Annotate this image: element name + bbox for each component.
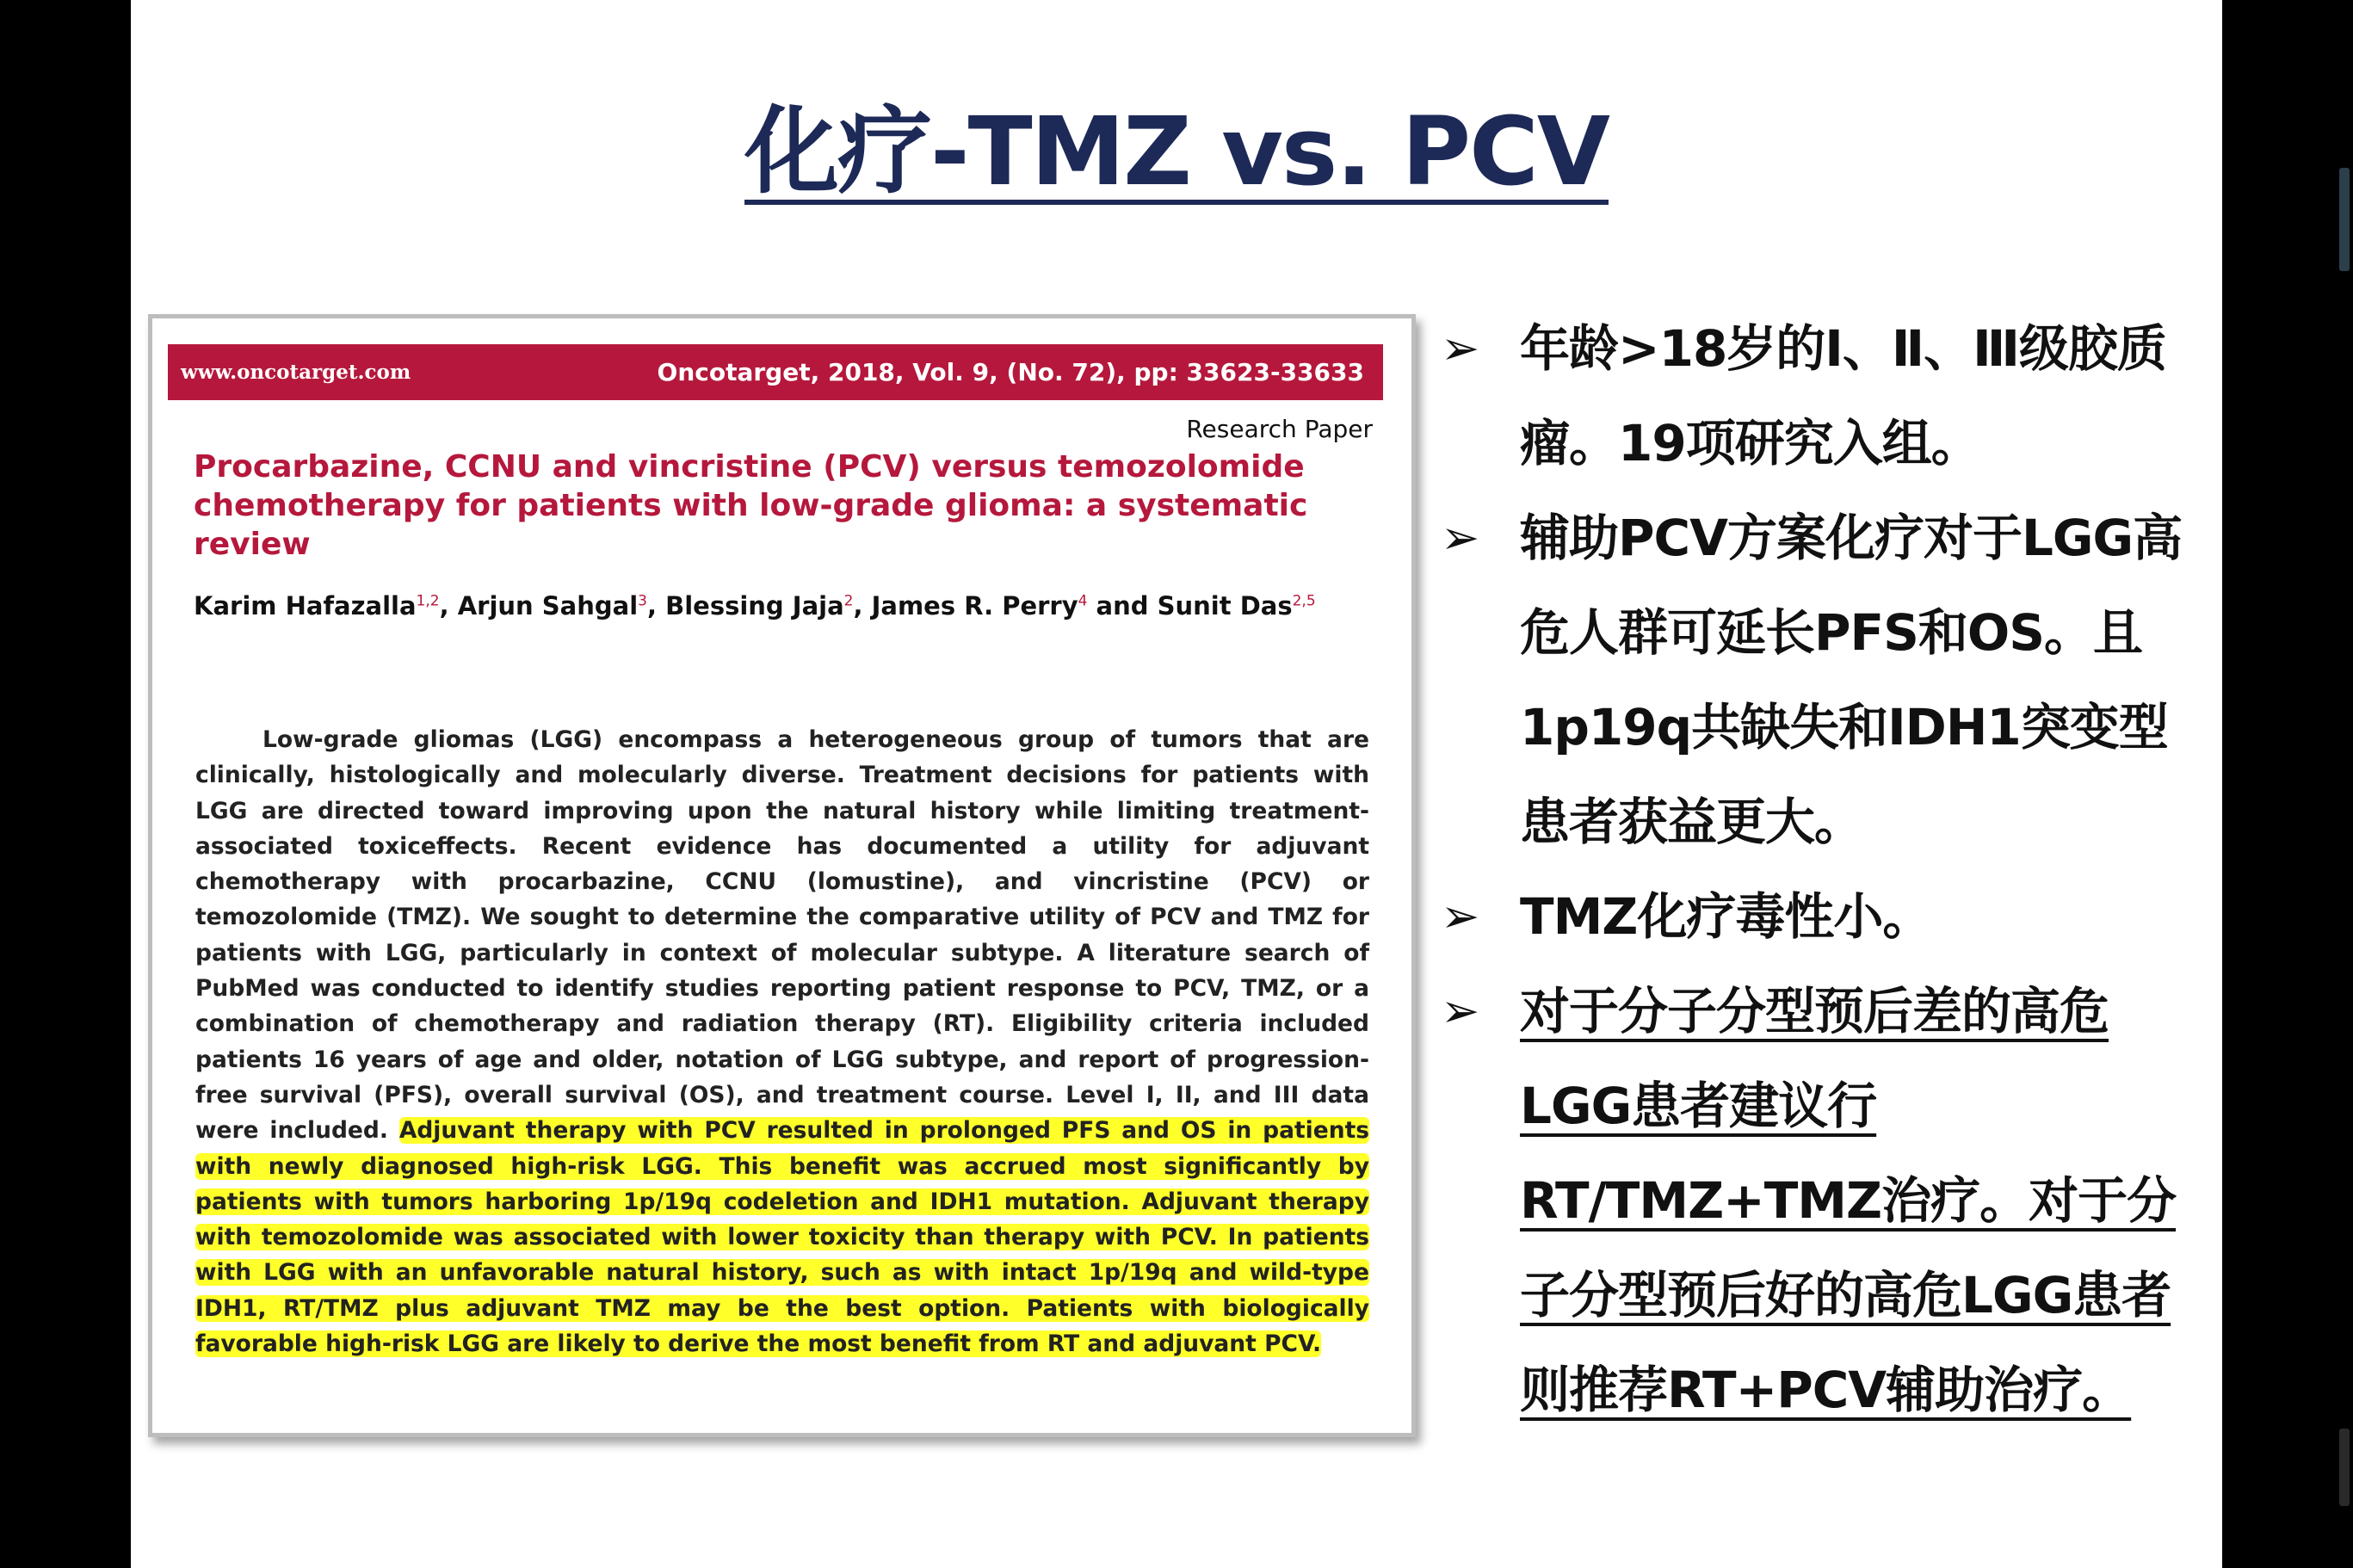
paper-authors — [194, 591, 1381, 620]
author-name: Arjun Sahgal — [457, 591, 639, 620]
arrow-bullet-icon: ➢ — [1441, 984, 1479, 1038]
key-points-list — [1441, 301, 2215, 1437]
abstract-highlight: Adjuvant therapy with PCV resulted in prolonged PFS and OS in patients with newly diagnosed high-risk LGG. This benefit was accrued most significantly by patients with tumors harboring 1p/19q codeletion and IDH1 mutation. Adjuvant therapy with temozolomide was associated with lower toxicity than therapy with PCV. In patients with LGG with an unfavorable natural history, such as with intact 1p/19q and wild-type IDH1, RT/TMZ plus adjuvant TMZ may be the best option. Patients with biologically favorable high-risk LGG are likely to derive the most benefit from RT and adjuvant PCV. — [195, 1117, 1370, 1358]
author-separator: , — [439, 591, 458, 620]
key-point — [1441, 301, 2215, 491]
journal-banner — [168, 344, 1383, 400]
scroll-handle[interactable] — [2339, 1429, 2350, 1506]
author-name: Karim Hafazalla — [194, 591, 417, 620]
paper-type: Research Paper — [1186, 415, 1373, 443]
paper-screenshot — [148, 314, 1416, 1437]
arrow-bullet-icon: ➢ — [1441, 321, 1479, 375]
author-separator: and — [1087, 591, 1158, 620]
slide — [131, 0, 2222, 1568]
author-affiliation: 4 — [1078, 592, 1088, 610]
author-name: James R. Perry — [871, 591, 1078, 620]
key-point-text: 年龄>18岁的Ⅰ、Ⅱ、Ⅲ级胶质瘤。19项研究入组。 — [1520, 319, 2166, 472]
author-separator: , — [853, 591, 872, 620]
paper-title: Procarbazine, CCNU and vincristine (PCV) versus temozolomide chemotherapy for patients with low-grade glioma: a systematic review — [194, 449, 1308, 562]
journal-citation: Oncotarget, 2018, Vol. 9, (No. 72), pp: 33623-33633 — [657, 358, 1364, 386]
slide-title: 化疗-TMZ vs. PCV — [744, 96, 1609, 207]
key-point — [1441, 491, 2215, 869]
abstract-text: Low-grade gliomas (LGG) encompass a heterogeneous group of tumors that are clinically, histologically and molecularly diverse. Treatment decisions for patients with LGG are directed toward improving upon the natural history while limiting treatment-associated toxiceffects. Recent evidence has documented a utility for adjuvant chemotherapy with procarbazine, CCNU (lomustine), and vincristine (PCV) or temozolomide (TMZ). We sought to determine the comparative utility of PCV and TMZ for patients with LGG, particularly in context of molecular subtype. A literature search of PubMed was conducted to identify studies reporting patient response to PCV, TMZ, or a combination of chemotherapy and radiation therapy (RT). Eligibility criteria included patients 16 years of age and older, notation of LGG subtype, and report of progression-free survival (PFS), overall survival (OS), and treatment course. Level I, II, and III data were included. — [195, 726, 1369, 1145]
journal-site: www.oncotarget.com — [181, 361, 411, 384]
key-point — [1441, 964, 2215, 1437]
slide-title-wrap — [131, 76, 2222, 212]
author-name: Blessing Jaja — [665, 591, 844, 620]
key-point-text: TMZ化疗毒性小。 — [1520, 887, 1932, 946]
key-point-text: 辅助PCV方案化疗对于LGG高危人群可延长PFS和OS。且1p19q共缺失和IDH1突变型患者获益更大。 — [1520, 509, 2183, 851]
key-point-text: 对于分子分型预后差的高危LGG患者建议行RT/TMZ+TMZ治疗。对于分子分型预后好的高危LGG患者则推荐RT+PCV辅助治疗。 — [1520, 982, 2177, 1419]
arrow-bullet-icon: ➢ — [1441, 510, 1479, 565]
author-affiliation: 2,5 — [1292, 592, 1316, 610]
key-point — [1441, 869, 2215, 964]
author-name: Sunit Das — [1157, 591, 1293, 620]
arrow-bullet-icon: ➢ — [1441, 889, 1479, 943]
scroll-indicator — [2339, 168, 2350, 271]
author-separator: , — [646, 591, 666, 620]
paper-abstract — [195, 722, 1369, 1361]
author-affiliation: 2 — [843, 592, 854, 610]
author-affiliation: 1,2 — [416, 592, 440, 610]
author-affiliation: 3 — [638, 592, 647, 610]
